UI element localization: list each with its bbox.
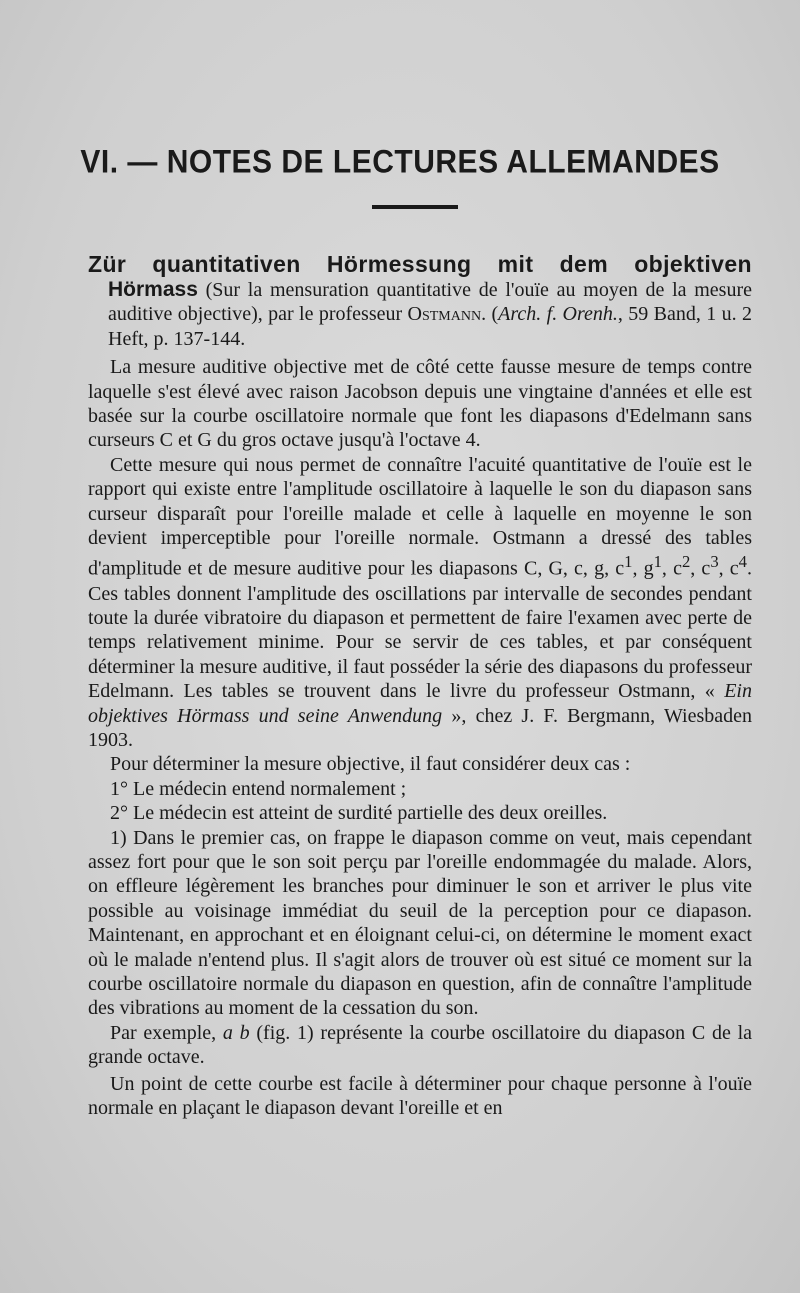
section-title: VI. — NOTES DE LECTURES ALLEMANDES — [80, 144, 720, 181]
paragraph-7 — [88, 1021, 752, 1070]
p2-sup-3: 2 — [681, 552, 691, 572]
p7-text-b: (fig. 1) représente la courbe oscillatoire du diapason C de la grande octave. — [88, 1021, 753, 1069]
p2-sup-5: 4 — [738, 552, 747, 572]
p2-text-c: , c — [661, 558, 682, 581]
paragraph-3: Pour déterminer la mesure objective, il faut considérer deux cas : — [110, 753, 631, 776]
p2-text-e: , c — [718, 558, 739, 581]
book-title: Ein objektives Hörmass und seine Anwendung — [88, 680, 752, 727]
paragraph-8: Un point de cette courbe est facile à déterminer pour chaque personne à l'ouïe normale en plaçant le diapason devant l'oreille et en — [88, 1072, 752, 1120]
article-heading-cont: Hörmass — [108, 278, 198, 301]
paragraph-6: 1) Dans le premier cas, on frappe le diapason comme on veut, mais cependant assez fort pour que le son soit perçu par l'oreille endommagée du malade. Alors, on effleure légèrement les branches pour diminuer le son et arriver le plus vite possible au voisinage immédiat du seuil de la perception pour ce diapason. Maintenant, en approchant et en éloignant celui-ci, on détermine le moment exact où le malade n'entend plus. Il s'agit alors de trouver où est situé ce moment sur la courbe oscillatoire normale du diapason en question, afin de connaître l'amplitude des vibrations au moment de la cessation du son. — [88, 826, 752, 1020]
p2-sup-2: 1 — [653, 552, 662, 572]
article-body — [88, 250, 752, 1120]
ref-text-3: , 59 Band, 1 u. 2 Heft, p. 137-144. — [108, 303, 752, 350]
p2-sup-1: 1 — [624, 552, 633, 572]
p7-text-a: Par exemple, — [110, 1021, 223, 1044]
article-reference — [108, 278, 752, 351]
p7-italic: a b — [222, 1021, 250, 1044]
paragraph-4: 1° Le médecin entend normalement ; — [110, 777, 407, 800]
paragraph-5: 2° Le médecin est atteint de surdité partielle des deux oreilles. — [110, 802, 608, 825]
p2-text-d: , c — [690, 558, 711, 581]
p2-text-b: , g — [632, 558, 654, 581]
title-rule — [372, 205, 458, 209]
p2-text-a: Cette mesure qui nous permet de connaître l'acuité quantitative de l'ouïe est le rapport qui existe entre l'amplitude oscillatoire à laquelle le son du diapason sans curseur disparaît pour l'oreille malade et celle à laquelle en moyenne le son devient imperceptible pour l'oreille normale. Ostmann a dressé des tables d'amplitude et de mesure auditive pour les diapasons C, G, c, g, c — [88, 453, 752, 581]
paragraph-2 — [88, 453, 752, 753]
article-heading: Zür quantitativen Hörmessung mit dem objektiven — [88, 251, 752, 277]
p2-text-g: », chez J. F. Bergmann, Wiesbaden 1903. — [88, 704, 752, 751]
ref-text-1: (Sur la mensuration quantitative de l'ouïe au moyen de la mesure auditive objective), par le professeur — [108, 279, 752, 326]
author-name: Ostmann — [407, 303, 482, 326]
ref-text-2: . ( — [481, 303, 499, 326]
journal-name: Arch. f. Orenh. — [498, 303, 618, 326]
paragraph-1: La mesure auditive objective met de côté cette fausse mesure de temps contre laquelle s'est élevé avec raison Jacobson depuis une vingtaine d'années et elle est basée sur la courbe oscillatoire normale que font les diapasons d'Edelmann sans curseurs C et G du gros octave jusqu'à l'octave 4. — [88, 356, 752, 452]
p2-text-f: . Ces tables donnent l'amplitude des oscillations par intervalle de secondes pendant toute la durée vibratoire du diapason et permettent de faire l'examen avec perte de temps relativement minime. Pour se servir de ces tables, et par conséquent déterminer la mesure auditive, il faut posséder la série des diapasons du professeur Edelmann. Les tables se trouvent dans le livre du professeur Ostmann, « — [88, 558, 752, 703]
p2-sup-4: 3 — [710, 552, 719, 572]
